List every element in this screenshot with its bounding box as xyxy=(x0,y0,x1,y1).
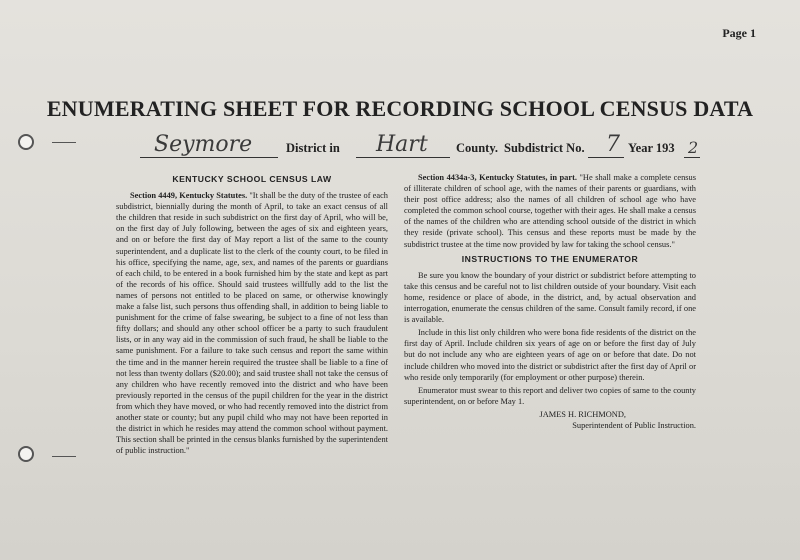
section-4434-reference: Section 4434a-3, Kentucky Statutes, in part. xyxy=(418,173,577,182)
pencil-mark-bottom xyxy=(52,456,76,457)
section-4449-paragraph xyxy=(116,190,388,456)
signature-name: JAMES H. RICHMOND, xyxy=(539,409,626,419)
instructions-heading: INSTRUCTIONS TO THE ENUMERATOR xyxy=(461,253,639,264)
district-name-handwritten: Seymore xyxy=(154,132,253,157)
census-law-heading: KENTUCKY SCHOOL CENSUS LAW xyxy=(172,174,332,184)
year-digit-handwritten: 2 xyxy=(688,138,699,157)
subdistrict-underline xyxy=(588,157,624,158)
subdistrict-label: Subdistrict No. xyxy=(504,141,585,155)
district-line xyxy=(140,130,700,160)
instruction-boundary: Be sure you know the boundary of your district or subdistrict before attempting to take this census and be careful not to list children outside of your boundary. Visit each home, residence or place of abode, in the district, and, by actual observation and interrogation, enumerate the census children of the same. Consult family record, if one is available. xyxy=(404,270,696,325)
section-4434-paragraph xyxy=(404,172,696,250)
signature-title: Superintendent of Public Instruction. xyxy=(572,420,696,430)
section-4449-reference: Section 4449, Kentucky Statutes. xyxy=(130,191,248,201)
punch-hole-bottom xyxy=(18,446,34,462)
page-number: Page 1 xyxy=(722,26,756,40)
instruction-deliver: Enumerator must swear to this report and deliver two copies of same to the county superintendent, on or before May 1. xyxy=(404,385,696,406)
district-underline xyxy=(140,157,278,158)
section-4449-text: "It shall be the duty of the trustee of each subdistrict, biennially during the month of April, to take an exact census of all the children that reside in such subdistrict on the first day of April, who will be, on the first day of July following, between the ages of six and eighteen years, and on or before the first day of May report a list of the same to the county superintendent, and a duplicate list to the clerk of the county court, to be filed in his office, specifying the name, age, sex, and names of the parents or guardians of each child, to be entered in a book furnished him by the state and kept as part of the records of his office. Should said trustees willfully add to the list the names of persons not entitled to be placed on same, or otherwise knowingly make a false list, such persons thus offending shall, in addition to being liable to punishment for the crime of false swearing, be subject to a fine of not less than fifty dollars; and should any other school officer be a party to such fraudulent lists, or in any way aid in the commission of such fraud, he shall be liable to the same punishment. For a failure to take such census and report the same within the time and in the manner herein required the trustee shall be liable to a fine of not less than twenty dollars ($20.00); and said trustee shall not take the census of any children who have recently removed into the district and who have been previously reported in the census of the pupil children for the year in the district from which they have moved, or who had recently removed into the district from another state or county; but any pupil child who may not have been reported in the district in which he resides may attend the common school without payment. This section shall be printed in the census blanks furnished by the superintendent of public instruction." xyxy=(116,191,388,456)
right-column xyxy=(404,172,696,433)
pencil-mark-top xyxy=(52,142,76,143)
county-name-handwritten: Hart xyxy=(376,132,428,157)
instruction-residents: Include in this list only children who were bona fide residents of the district on the first day of April. Include children six years of age on or before the first day of July but do not include any who are eighteen years of age on or before that date. Do not include children who moved into the district or subdistrict after the first day of April or who reside only temporarily (for employment or other purpose) therein. xyxy=(404,328,696,382)
subdistrict-number-handwritten: 7 xyxy=(606,132,620,157)
county-label: County. xyxy=(456,141,499,155)
year-label: Year 193 xyxy=(628,141,675,155)
district-label: District in xyxy=(286,141,340,155)
section-4434-text: "He shall make a complete census of illiterate children of school age, with the names of their parents or guardians, with their post office address; also the names of all children of school age who have completed the common school course, together with their ages. He shall make a census of the names of the children who are attending school outside of the district in which they reside (private school). This census and these reports must be made by the subdistrict trustee at the time now provided by law for taking the school census." xyxy=(404,173,696,249)
county-underline xyxy=(356,157,450,158)
left-column xyxy=(116,170,388,458)
sheet-title: ENUMERATING SHEET FOR RECORDING SCHOOL CENSUS DATA xyxy=(46,96,754,121)
year-underline xyxy=(684,157,700,158)
signature-block xyxy=(404,409,696,431)
punch-hole-top xyxy=(18,134,34,150)
